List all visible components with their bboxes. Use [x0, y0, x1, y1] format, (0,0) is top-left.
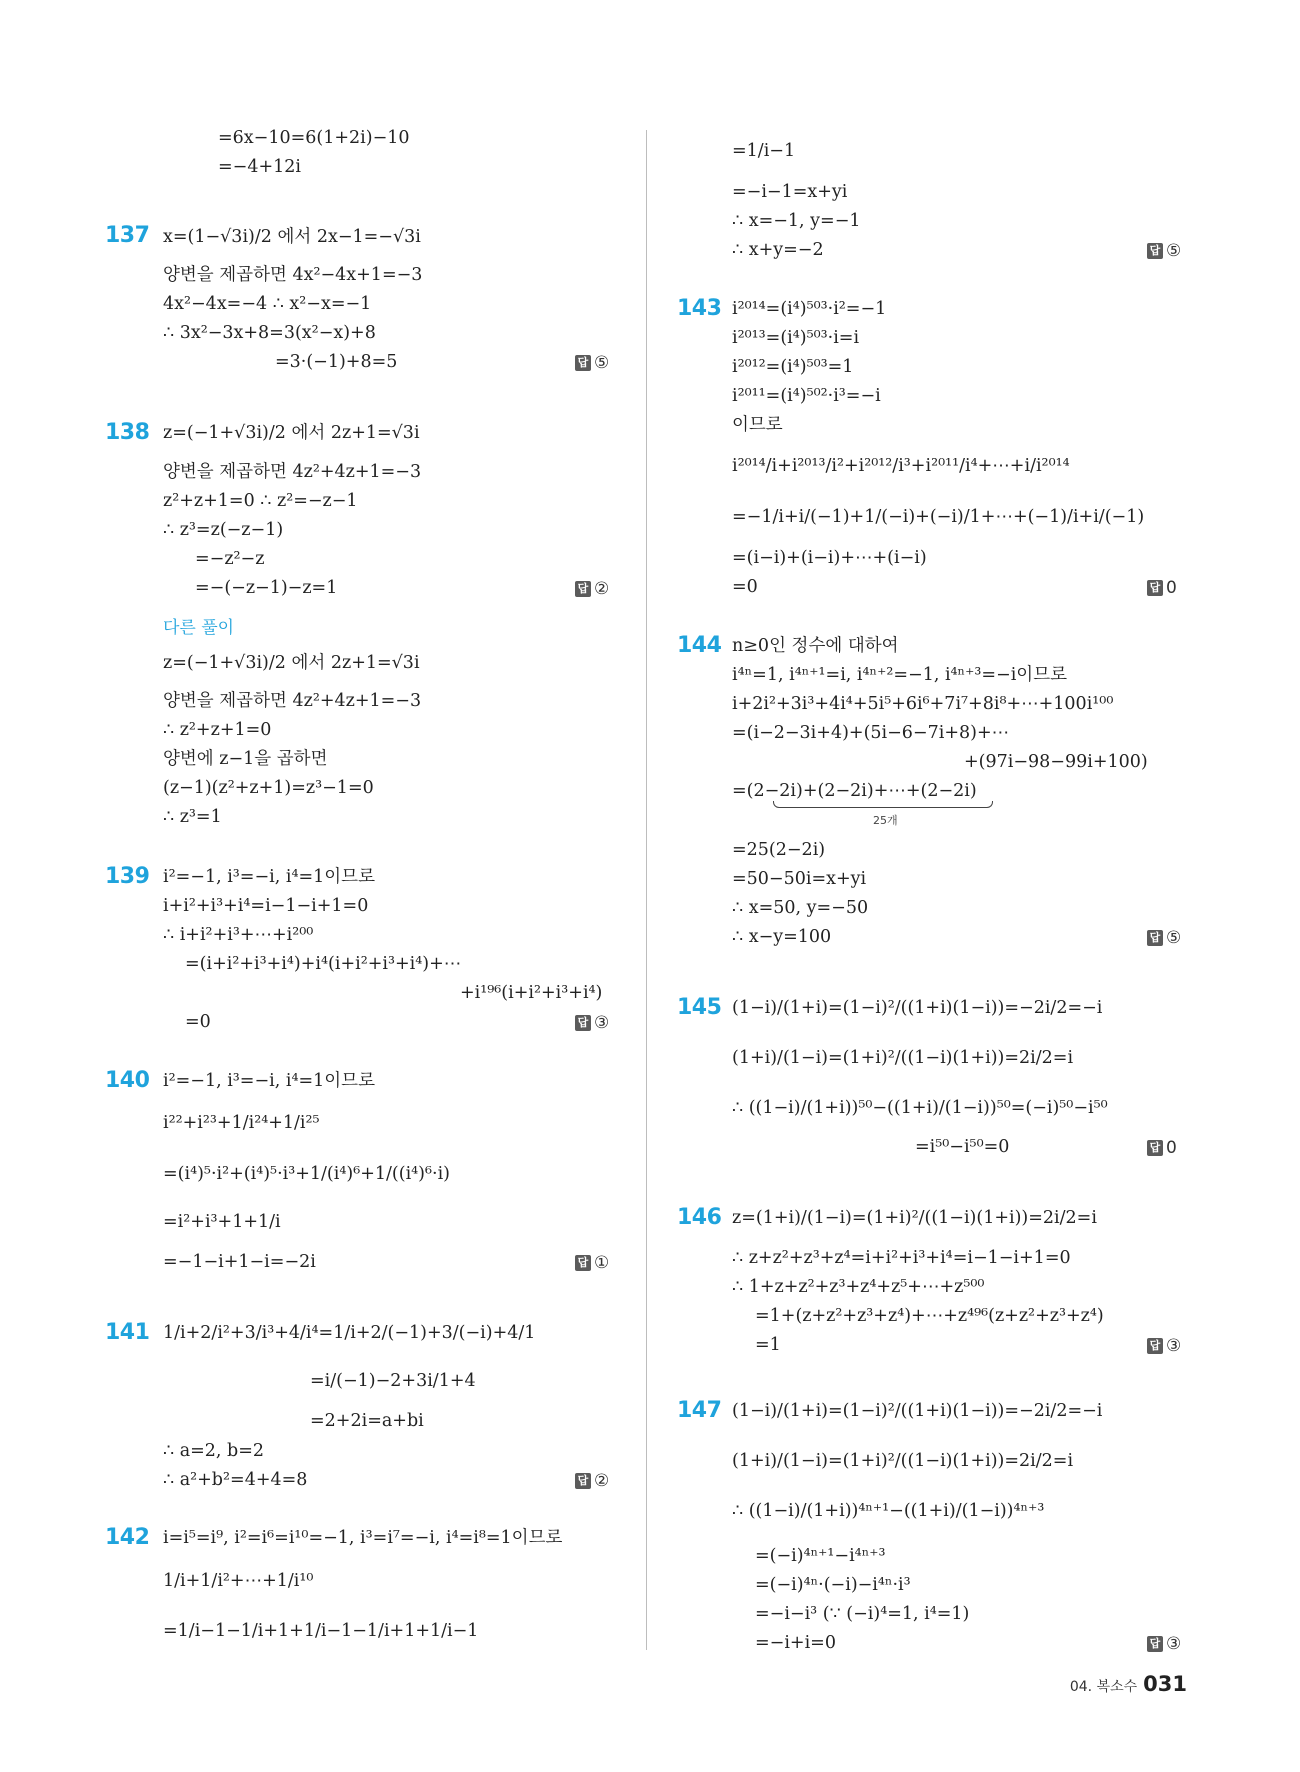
- solution-line: (1−i)/(1+i)=(1−i)²/((1+i)(1−i))=−2i/2=−i: [732, 998, 1103, 1018]
- solution-line: =(i−2−3i+4)+(5i−6−7i+8)+⋯: [732, 723, 1010, 743]
- answer-icon: 답: [575, 1015, 591, 1031]
- solution-line: (1−i)/(1+i)=(1−i)²/((1+i)(1−i))=−2i/2=−i: [732, 1401, 1103, 1421]
- solution-line: ∴ i+i²+i³+⋯+i²⁰⁰: [163, 925, 314, 945]
- solution-line: n≥0인 정수에 대하여: [732, 636, 899, 656]
- solution-line: =(2−2i)+(2−2i)+⋯+(2−2i): [732, 781, 977, 801]
- solution-line: 양변에 z−1을 곱하면: [163, 749, 328, 769]
- solution-line: =(i−i)+(i−i)+⋯+(i−i): [732, 548, 927, 568]
- answer-icon: 답: [1147, 930, 1163, 946]
- solution-line: z=(−1+√3i)/2 에서 2z+1=√3i: [163, 653, 420, 673]
- solution-line: =3·(−1)+8=5: [275, 352, 398, 372]
- answer-142: [1147, 241, 1181, 261]
- answer-value: ①: [594, 1253, 610, 1273]
- solution-line: x=(1−√3i)/2 에서 2x−1=−√3i: [163, 227, 421, 247]
- solution-line: 이므로: [732, 415, 783, 435]
- cont-line: ∴ x+y=−2: [732, 240, 824, 260]
- problem-number-138: 138: [105, 420, 150, 445]
- answer-138: [575, 579, 609, 599]
- answer-value: ⑤: [1166, 928, 1182, 948]
- solution-line: 1/i+1/i²+⋯+1/i¹⁰: [163, 1571, 314, 1591]
- answer-value: ⑤: [594, 353, 610, 373]
- solution-line: 1/i+2/i²+3/i³+4/i⁴=1/i+2/(−1)+3/(−i)+4/1: [163, 1323, 536, 1343]
- cont-line: =−4+12i: [218, 157, 301, 177]
- answer-value: 0: [1166, 1138, 1177, 1158]
- solution-line: =0: [185, 1012, 211, 1032]
- solution-line: (z−1)(z²+z+1)=z³−1=0: [163, 778, 374, 798]
- solution-line: ∴ x−y=100: [732, 927, 832, 947]
- solution-line: ∴ 3x²−3x+8=3(x²−x)+8: [163, 323, 376, 343]
- answer-icon: 답: [575, 1255, 591, 1271]
- solution-line: z²+z+1=0 ∴ z²=−z−1: [163, 491, 358, 511]
- solution-line: =2+2i=a+bi: [310, 1411, 424, 1431]
- solution-line: ∴ z+z²+z³+z⁴=i+i²+i³+i⁴=i−1−i+1=0: [732, 1248, 1071, 1268]
- solution-line: ∴ a=2, b=2: [163, 1441, 265, 1461]
- solution-line: =1/i−1−1/i+1+1/i−1−1/i+1+1/i−1: [163, 1621, 479, 1641]
- answer-icon: 답: [575, 355, 591, 371]
- solution-line: =−z²−z: [195, 549, 265, 569]
- solution-line: ∴ z³=z(−z−1): [163, 520, 284, 540]
- solution-line: =50−50i=x+yi: [732, 869, 867, 889]
- column-divider: [646, 130, 647, 1650]
- solution-line: =−i−i³ (∵ (−i)⁴=1, i⁴=1): [755, 1604, 970, 1624]
- solution-line: z=(1+i)/(1−i)=(1+i)²/((1−i)(1+i))=2i/2=i: [732, 1208, 1097, 1228]
- answer-145: [1147, 1138, 1177, 1158]
- cont-line: ∴ x=−1, y=−1: [732, 211, 861, 231]
- solution-line: +i¹⁹⁶(i+i²+i³+i⁴): [460, 983, 603, 1003]
- solution-line: i²=−1, i³=−i, i⁴=1이므로: [163, 867, 375, 887]
- solution-line: ∴ ((1−i)/(1+i))⁵⁰−((1+i)/(1−i))⁵⁰=(−i)⁵⁰−i⁵⁰: [732, 1098, 1108, 1118]
- answer-value: ③: [594, 1013, 610, 1033]
- solution-line: ∴ z³=1: [163, 807, 222, 827]
- cont-line: =6x−10=6(1+2i)−10: [218, 128, 410, 148]
- answer-value: ③: [1166, 1634, 1182, 1654]
- solution-line: =(i+i²+i³+i⁴)+i⁴(i+i²+i³+i⁴)+⋯: [185, 954, 462, 974]
- solution-line: i²⁰¹³=(i⁴)⁵⁰³·i=i: [732, 328, 860, 348]
- solution-line: =−1−i+1−i=−2i: [163, 1252, 316, 1272]
- answer-value: ②: [594, 1471, 610, 1491]
- answer-icon: 답: [575, 1473, 591, 1489]
- solution-line: =i/(−1)−2+3i/1+4: [310, 1371, 476, 1391]
- solution-line: =−1/i+i/(−1)+1/(−i)+(−i)/1+⋯+(−1)/i+i/(−1): [732, 507, 1145, 527]
- solution-line: =i²+i³+1+1/i: [163, 1212, 281, 1232]
- solution-line: (1+i)/(1−i)=(1+i)²/((1−i)(1+i))=2i/2=i: [732, 1451, 1074, 1471]
- underbrace: [773, 801, 993, 808]
- solution-line: i+2i²+3i³+4i⁴+5i⁵+6i⁶+7i⁷+8i⁸+⋯+100i¹⁰⁰: [732, 694, 1114, 714]
- solution-line: =1+(z+z²+z³+z⁴)+⋯+z⁴⁹⁶(z+z²+z³+z⁴): [755, 1306, 1104, 1326]
- cont-line: =1/i−1: [732, 141, 796, 161]
- answer-143: [1147, 578, 1177, 598]
- solution-line: =(−i)⁴ⁿ⁺¹−i⁴ⁿ⁺³: [755, 1546, 886, 1566]
- answer-icon: 답: [1147, 1636, 1163, 1652]
- solution-line: =(−i)⁴ⁿ·(−i)−i⁴ⁿ·i³: [755, 1575, 911, 1595]
- solution-line: i=i⁵=i⁹, i²=i⁶=i¹⁰=−1, i³=i⁷=−i, i⁴=i⁸=1이므로: [163, 1528, 563, 1548]
- solution-line: =i⁵⁰−i⁵⁰=0: [915, 1137, 1010, 1157]
- solution-line: 양변을 제곱하면 4z²+4z+1=−3: [163, 691, 422, 711]
- solution-line: i²²+i²³+1/i²⁴+1/i²⁵: [163, 1113, 320, 1133]
- solution-line: i²=−1, i³=−i, i⁴=1이므로: [163, 1071, 375, 1091]
- answer-icon: 답: [1147, 243, 1163, 259]
- solution-line: ∴ 1+z+z²+z³+z⁴+z⁵+⋯+z⁵⁰⁰: [732, 1277, 985, 1297]
- answer-141: [575, 1471, 609, 1491]
- solution-line: i²⁰¹²=(i⁴)⁵⁰³=1: [732, 357, 854, 377]
- answer-144: [1147, 928, 1181, 948]
- solution-line: i+i²+i³+i⁴=i−1−i+1=0: [163, 896, 369, 916]
- solution-line: i²⁰¹⁴=(i⁴)⁵⁰³·i²=−1: [732, 299, 887, 319]
- problem-number-142: 142: [105, 1525, 150, 1550]
- page-number: 031: [1143, 1672, 1187, 1696]
- answer-139: [575, 1013, 609, 1033]
- solution-line: =−i+i=0: [755, 1633, 836, 1653]
- solution-line: =25(2−2i): [732, 840, 826, 860]
- answer-value: ②: [594, 579, 610, 599]
- answer-value: 0: [1166, 578, 1177, 598]
- page-footer: [1070, 1672, 1187, 1696]
- solution-line: ∴ a²+b²=4+4=8: [163, 1470, 308, 1490]
- problem-number-143: 143: [677, 296, 722, 321]
- problem-number-146: 146: [677, 1205, 722, 1230]
- problem-number-145: 145: [677, 995, 722, 1020]
- chapter-label: 04. 복소수: [1069, 1679, 1138, 1695]
- solution-line: z=(−1+√3i)/2 에서 2z+1=√3i: [163, 423, 420, 443]
- answer-icon: 답: [1147, 580, 1163, 596]
- answer-137: [575, 353, 609, 373]
- solution-line: i²⁰¹⁴/i+i²⁰¹³/i²+i²⁰¹²/i³+i²⁰¹¹/i⁴+⋯+i/i²⁰¹⁴: [732, 456, 1070, 476]
- answer-value: ⑤: [1166, 241, 1182, 261]
- solution-line: i⁴ⁿ=1, i⁴ⁿ⁺¹=i, i⁴ⁿ⁺²=−1, i⁴ⁿ⁺³=−i이므로: [732, 665, 1068, 685]
- answer-icon: 답: [1147, 1140, 1163, 1156]
- solution-line: (1+i)/(1−i)=(1+i)²/((1−i)(1+i))=2i/2=i: [732, 1048, 1074, 1068]
- brace-note: 25개: [873, 814, 898, 827]
- solution-line: ∴ x=50, y=−50: [732, 898, 869, 918]
- solution-line: ∴ z²+z+1=0: [163, 720, 272, 740]
- solution-line: =(i⁴)⁵·i²+(i⁴)⁵·i³+1/(i⁴)⁶+1/((i⁴)⁶·i): [163, 1164, 451, 1184]
- cont-line: =−i−1=x+yi: [732, 182, 848, 202]
- answer-146: [1147, 1336, 1181, 1356]
- solution-line: ∴ ((1−i)/(1+i))⁴ⁿ⁺¹−((1+i)/(1−i))⁴ⁿ⁺³: [732, 1501, 1045, 1521]
- problem-number-141: 141: [105, 1320, 150, 1345]
- solution-line: =−(−z−1)−z=1: [195, 578, 338, 598]
- problem-number-137: 137: [105, 223, 150, 248]
- problem-number-140: 140: [105, 1068, 150, 1093]
- solution-line: +(97i−98−99i+100): [964, 752, 1148, 772]
- answer-icon: 답: [1147, 1338, 1163, 1354]
- problem-number-144: 144: [677, 633, 722, 658]
- solution-line: i²⁰¹¹=(i⁴)⁵⁰²·i³=−i: [732, 386, 881, 406]
- answer-147: [1147, 1634, 1181, 1654]
- answer-icon: 답: [575, 581, 591, 597]
- solution-line: 양변을 제곱하면 4z²+4z+1=−3: [163, 462, 422, 482]
- solution-line: 4x²−4x=−4 ∴ x²−x=−1: [163, 294, 372, 314]
- answer-140: [575, 1253, 609, 1273]
- problem-number-139: 139: [105, 864, 150, 889]
- solution-line: 양변을 제곱하면 4x²−4x+1=−3: [163, 265, 423, 285]
- solution-line: =1: [755, 1335, 781, 1355]
- answer-value: ③: [1166, 1336, 1182, 1356]
- problem-number-147: 147: [677, 1398, 722, 1423]
- solution-line: =0: [732, 577, 758, 597]
- alternative-solution-label: 다른 풀이: [163, 618, 235, 638]
